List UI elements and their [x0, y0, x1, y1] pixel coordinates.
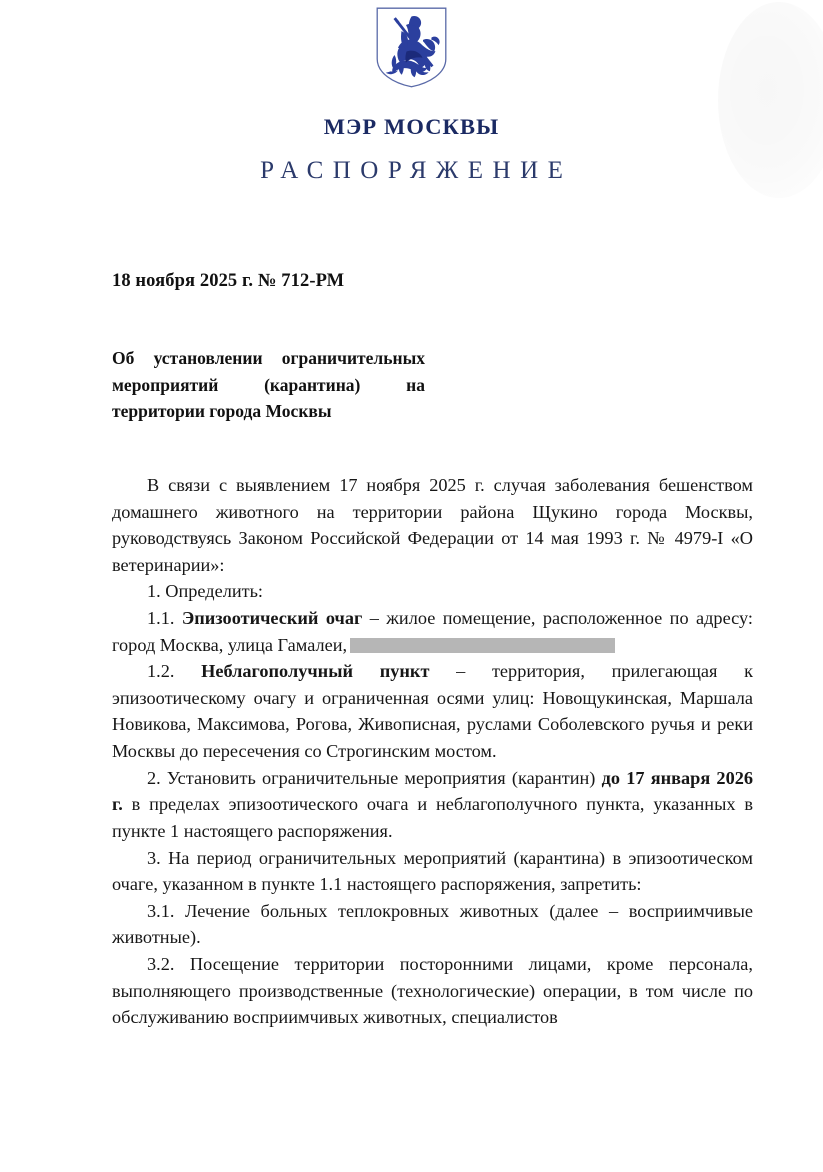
paragraph-item-1: 1. Определить:	[147, 581, 264, 602]
subject-line-1: Об установлении ограничительных	[112, 348, 425, 369]
document-kind-title: РАСПОРЯЖЕНИЕ	[260, 157, 573, 184]
paragraph-item-3: 3. На период ограничительных мероприятий (карантина) в эпизоотическом очаге, указанном в пункте 1.1 настоящего распоряжения, запретить:	[112, 847, 753, 895]
document-body	[112, 472, 753, 1031]
item-2-deadline: до 17 января 2026 г.	[112, 767, 753, 815]
paragraph-item-1-1	[112, 605, 753, 658]
document-number-line: 18 ноября 2025 г. № 712-РМ	[112, 271, 345, 291]
paragraph-preamble: В связи с выявлением 17 ноября 2025 г. случая заболевания бешенством домашнего животного на территории района Щукино города Москвы, руководствуясь Законом Российской Федерации от 14 мая 1993 г. № 4979-I «О ветеринарии»:	[112, 474, 753, 575]
item-1-2-text: – территория, прилегающая к эпизоотическому очагу и ограниченная осями улиц: Новощукинская, Маршала Новикова, Максимова, Рогова, Живописная, руслами Соболевского ручья и реки Москвы до пересечения со Строгинским мостом.	[112, 661, 753, 762]
paragraph-item-3-1: 3.1. Лечение больных теплокровных животных (далее – восприимчивые животные).	[112, 900, 753, 948]
document-subject-heading	[112, 345, 425, 425]
item-2-text-after: в пределах эпизоотического очага и неблагополучного пункта, указанных в пункте 1 настоящего распоряжения.	[112, 794, 753, 841]
redacted-address-block	[350, 638, 615, 653]
subject-line-3: территории города Москвы	[112, 401, 332, 422]
emblem-container	[0, 7, 823, 88]
paragraph-item-1-2	[112, 658, 753, 764]
document-content	[112, 270, 753, 1031]
item-2-text-before: 2. Установить ограничительные мероприятия (карантин)	[147, 767, 602, 788]
paragraph-item-2	[112, 765, 753, 845]
item-1-2-number: 1.2.	[147, 661, 175, 682]
item-1-1-number: 1.1.	[147, 608, 175, 629]
subject-line-2: мероприятий (карантина) на	[112, 374, 425, 395]
moscow-coat-of-arms-icon	[376, 7, 447, 88]
item-1-1-text: – жилое помещение, расположенное по адресу: город Москва, улица Гамалеи,	[112, 608, 753, 655]
item-1-1-term: Эпизоотический очаг	[181, 608, 363, 629]
item-1-2-term: Неблагополучный пункт	[201, 661, 430, 682]
org-title: МЭР МОСКВЫ	[323, 114, 500, 139]
paragraph-item-3-2: 3.2. Посещение территории посторонними лицами, кроме персонала, выполняющего производственные (технологические) операции, в том числе по обслуживанию восприимчивых животных, специалистов	[112, 953, 753, 1028]
